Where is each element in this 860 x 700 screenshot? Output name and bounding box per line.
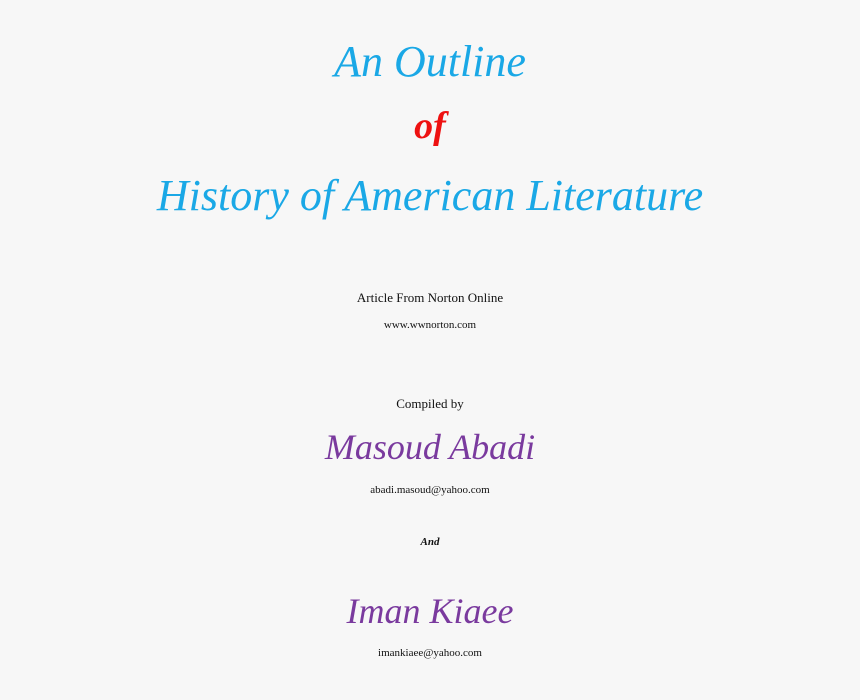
author-2-name: Iman Kiaee [346, 591, 514, 631]
compiled-by-label: Compiled by [396, 396, 464, 411]
author-2-email: imankiaee@yahoo.com [378, 647, 482, 659]
source-url: www.wwnorton.com [383, 319, 477, 331]
author-1-email: abadi.masoud@yahoo.com [370, 484, 490, 496]
title-connector: of [414, 105, 446, 147]
title-line-2: History of American Literature [156, 171, 704, 220]
source-label: Article From Norton Online [356, 290, 504, 305]
author-1-name: Masoud Abadi [324, 427, 536, 467]
and-label: And [420, 536, 440, 548]
title-line-1: An Outline [334, 37, 526, 86]
